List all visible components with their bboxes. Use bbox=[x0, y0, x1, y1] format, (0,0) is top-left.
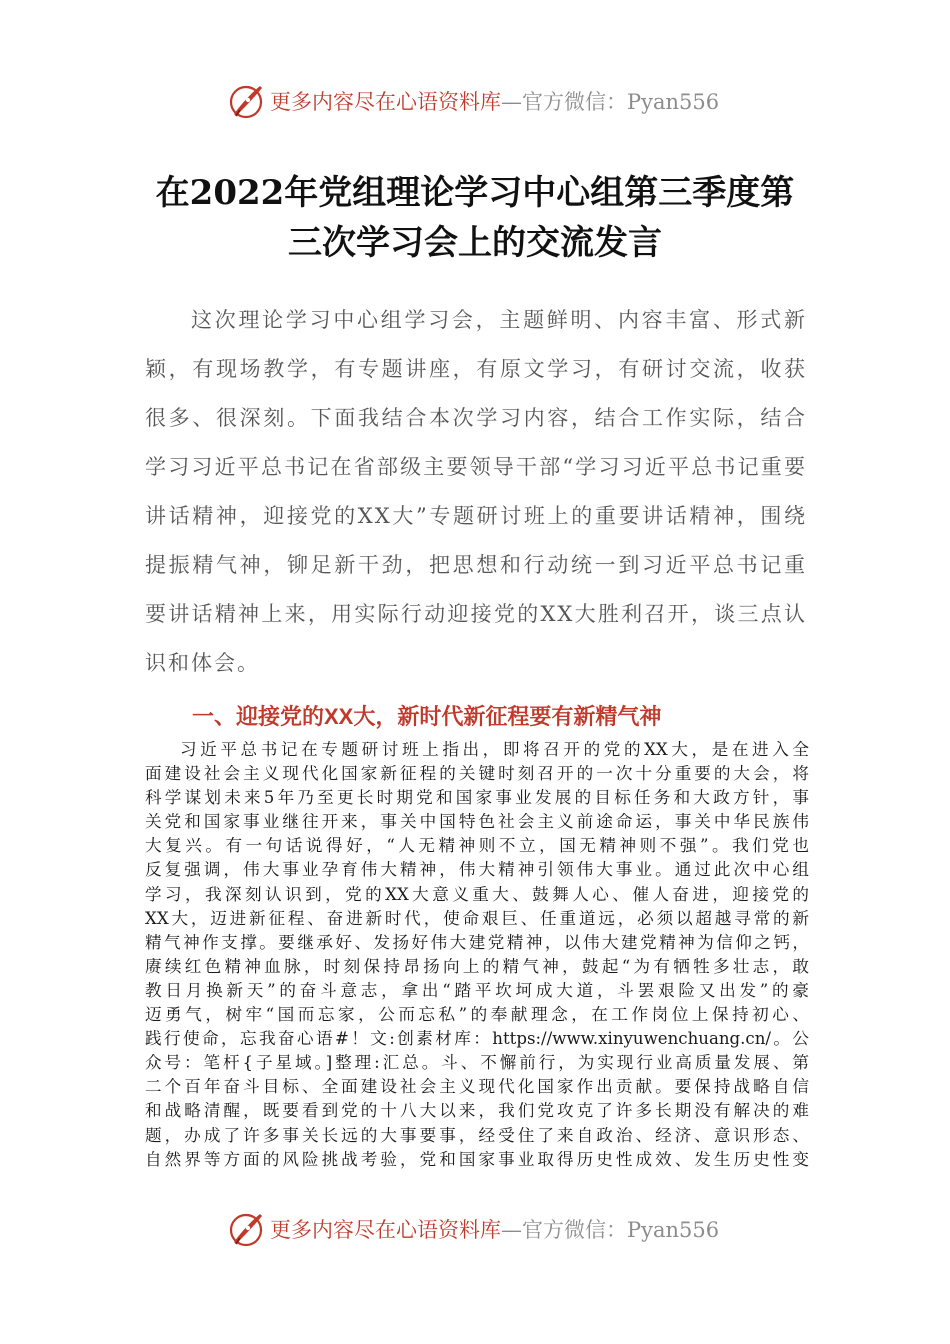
body-line: 习近平总书记在专题研讨班上指出，即将召开的党的XX大，是在进入全 bbox=[180, 740, 809, 759]
pen-nib-icon bbox=[226, 1208, 266, 1248]
body-line: 关党和国家事业继往开来，事关中国特色社会主义前途命运，事关中华民族伟 bbox=[145, 812, 809, 832]
footer-banner bbox=[0, 1208, 950, 1252]
body-line: 大复兴。有一句话说得好，“人无精神则不立，国无精神则不强”。我们党也 bbox=[145, 836, 809, 856]
banner-sub-text: —官方微信：Pyan556 bbox=[501, 1218, 720, 1242]
body-line: 教日月换新天”的奋斗意志，拿出“踏平坎坷成大道，斗罢艰险又出发”的豪 bbox=[145, 980, 809, 1000]
body-line: 众号：笔杆{子星域。]整理:汇总。斗、不懈前行，为实现行业高质量发展、第 bbox=[145, 1053, 809, 1073]
body-line: 迈勇气，树牢“国而忘家，公而忘私”的奉献理念，在工作岗位上保持初心、 bbox=[145, 1005, 809, 1025]
banner-text bbox=[270, 1214, 719, 1246]
title-line-2: 三次学习会上的交流发言 bbox=[288, 223, 662, 263]
page-title bbox=[130, 168, 820, 268]
body-line: 题，办成了许多事关长远的大事要事，经受住了来自政治、经济、意识形态、 bbox=[145, 1125, 809, 1145]
header-banner bbox=[0, 80, 950, 124]
banner-main-text: 更多内容尽在心语资料库 bbox=[270, 1218, 501, 1242]
pen-nib-icon bbox=[226, 80, 266, 120]
body-line: 赓续红色精神血脉，时刻保持昂扬向上的精气神，鼓起“为有牺牲多壮志，敢 bbox=[145, 956, 809, 976]
body-line: XX大，迈进新征程、奋进新时代，使命艰巨、任重道远，必须以超越寻常的新 bbox=[145, 908, 809, 928]
section-heading-1: 一、迎接党的XX大，新时代新征程要有新精气神 bbox=[192, 704, 662, 729]
intro-paragraph: 这次理论学习中心组学习会，主题鲜明、内容丰富、形式新颖，有现场教学，有专题讲座，有原文学习，有研讨交流，收获很多、很深刻。下面我结合本次学习内容，结合工作实际，结合学习习近平总书记在省部级主要领导干部“学习习近平总书记重要讲话精神，迎接党的XX大”专题研讨班上的重要讲话精神，围绕提振精气神，铆足新干劲，把思想和行动统一到习近平总书记重要讲话精神上来，用实际行动迎接党的XX大胜利召开，谈三点认识和体会。 bbox=[145, 308, 807, 675]
section-body-1 bbox=[145, 738, 809, 1172]
body-line: 自然界等方面的风险挑战考验，党和国家事业取得历史性成效、发生历史性变 bbox=[145, 1149, 809, 1169]
banner-sub-text: —官方微信：Pyan556 bbox=[501, 90, 720, 114]
body-line: 面建设社会主义现代化国家新征程的关键时刻召开的一次十分重要的大会，将 bbox=[145, 764, 809, 784]
banner-main-text: 更多内容尽在心语资料库 bbox=[270, 90, 501, 114]
body-line: 践行使命，忘我奋心语#！文:创素材库：https://www.xinyuwenchuang.cn/。公 bbox=[145, 1029, 809, 1049]
body-line: 学习，我深刻认识到，党的XX大意义重大、鼓舞人心、催人奋进，迎接党的 bbox=[145, 884, 809, 904]
body-line: 和战略清醒，既要看到党的十八大以来，我们党攻克了许多长期没有解决的难 bbox=[145, 1101, 809, 1121]
body-line: 科学谋划未来5年乃至更长时期党和国家事业发展的目标任务和大政方针，事 bbox=[145, 788, 809, 808]
body-line: 精气神作支撑。要继承好、发扬好伟大建党精神，以伟大建党精神为信仰之钙， bbox=[145, 932, 809, 952]
body-line: 反复强调，伟大事业孕育伟大精神，伟大精神引领伟大事业。通过此次中心组 bbox=[145, 860, 809, 880]
banner-text bbox=[270, 86, 719, 118]
title-line-1: 在2022年党组理论学习中心组第三季度第 bbox=[155, 173, 795, 213]
body-line: 二个百年奋斗目标、全面建设社会主义现代化国家作出贡献。要保持战略自信 bbox=[145, 1077, 809, 1097]
